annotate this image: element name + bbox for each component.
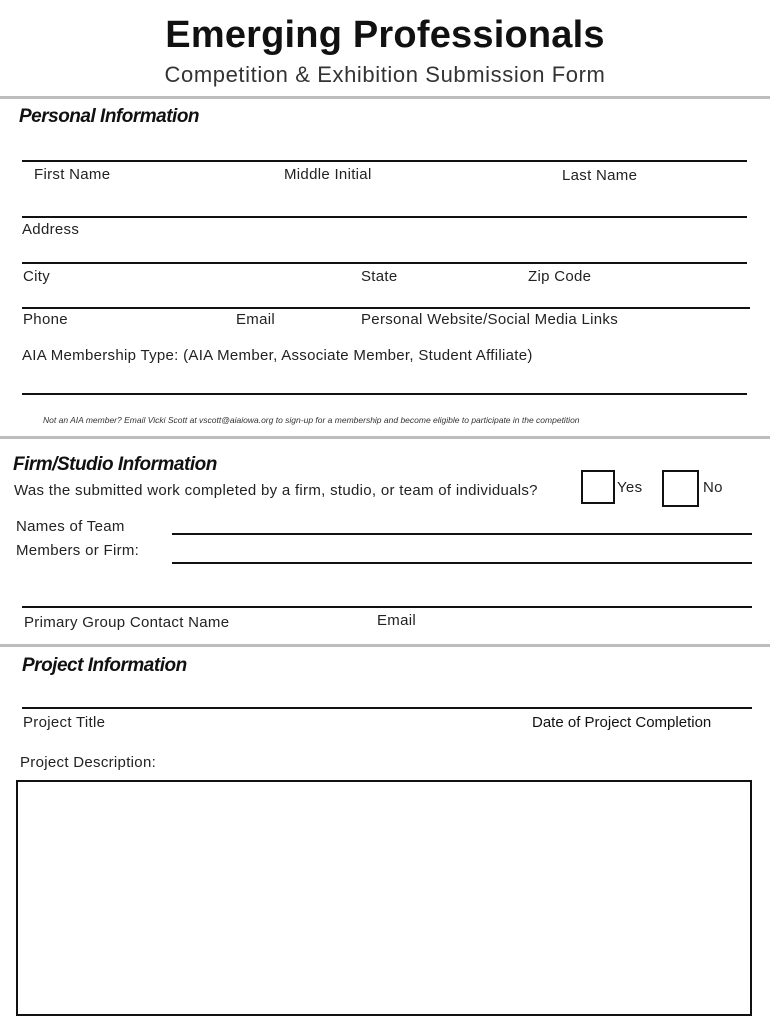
personal-info-heading: Personal Information [19,106,200,127]
firm-question: Was the submitted work completed by a firm, studio, or team of individuals? [14,482,538,499]
project-info-heading: Project Information [22,655,187,676]
membership-line[interactable] [22,393,747,395]
state-label: State [361,268,398,285]
address-line[interactable] [22,216,747,218]
section-divider [0,436,770,439]
project-description-box[interactable] [16,780,752,1016]
yes-checkbox[interactable] [581,470,615,504]
yes-label: Yes [617,479,643,496]
section-divider [0,96,770,99]
city-label: City [23,268,51,285]
team-names-line-1[interactable] [172,533,752,535]
section-divider [0,644,770,647]
completion-date-label: Date of Project Completion [532,714,712,731]
form-title: Emerging Professionals [165,14,605,56]
no-label: No [703,479,723,496]
no-checkbox[interactable] [662,470,699,507]
project-description-label: Project Description: [20,754,157,771]
name-line[interactable] [22,160,747,162]
group-contact-line[interactable] [22,606,752,608]
address-label: Address [22,221,80,238]
firm-info-heading: Firm/Studio Information [13,454,217,475]
website-label: Personal Website/Social Media Links [361,311,619,328]
project-title-label: Project Title [23,714,106,731]
middle-initial-label: Middle Initial [284,166,372,183]
email-label: Email [236,311,276,328]
team-names-label-line1: Names of Team [16,518,125,535]
team-names-label-line2: Members or Firm: [16,542,140,559]
city-state-zip-line[interactable] [22,262,747,264]
contact-line[interactable] [22,307,750,309]
zip-label: Zip Code [528,268,592,285]
last-name-label: Last Name [562,167,638,184]
first-name-label: First Name [34,166,111,183]
team-names-line-2[interactable] [172,562,752,564]
membership-note: Not an AIA member? Email Vicki Scott at vscott@aiaiowa.org to sign-up for a membership and become eligible to participate in the competition [43,415,580,425]
membership-label: AIA Membership Type: (AIA Member, Associate Member, Student Affiliate) [22,347,533,364]
phone-label: Phone [23,311,68,328]
group-contact-label: Primary Group Contact Name [24,614,230,631]
project-title-line[interactable] [22,707,752,709]
form-subtitle: Competition & Exhibition Submission Form [164,62,606,87]
group-email-label: Email [377,612,417,629]
